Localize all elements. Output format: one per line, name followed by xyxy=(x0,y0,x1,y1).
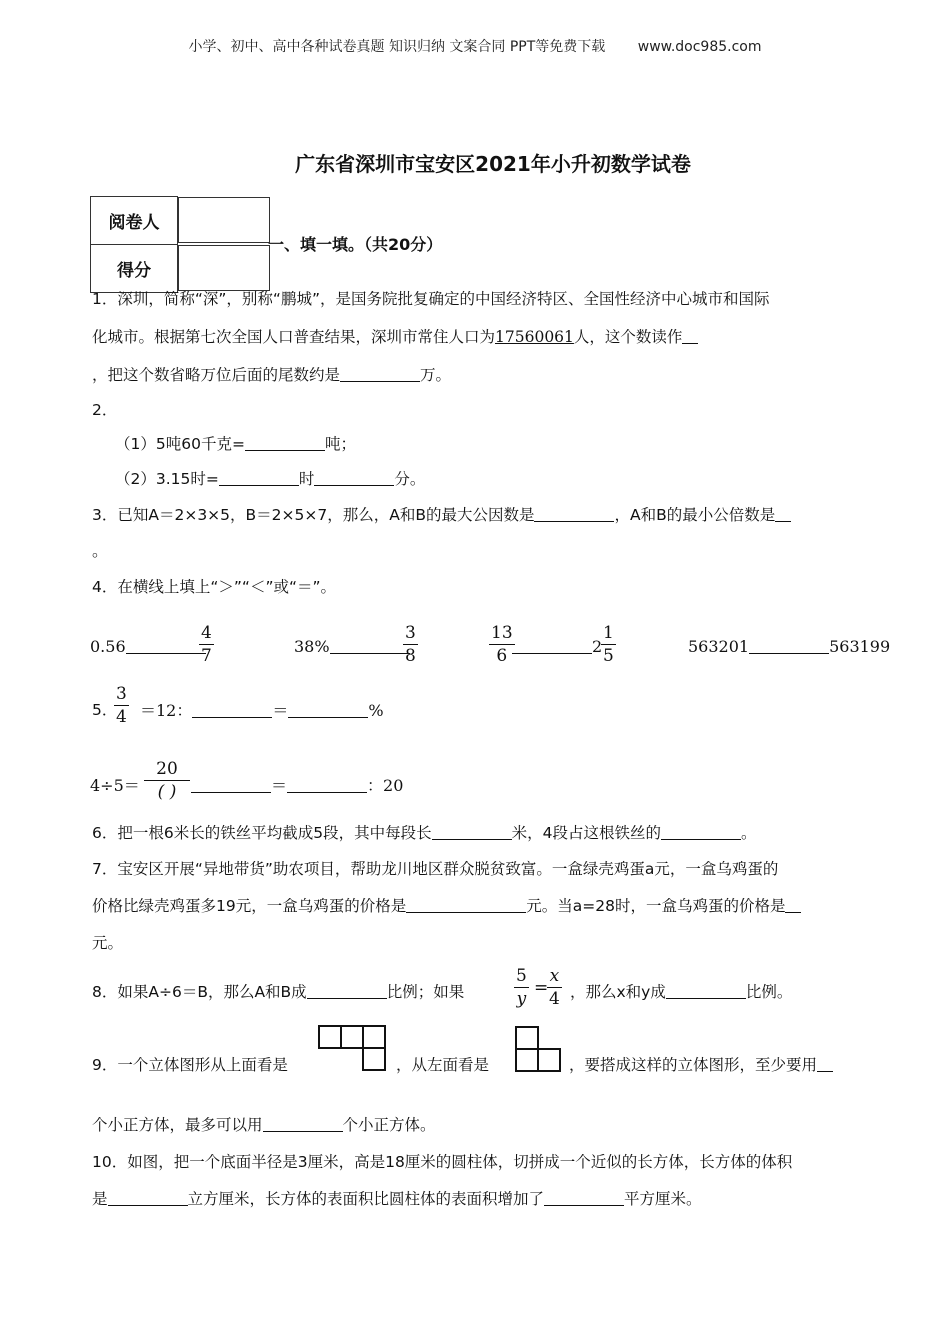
q1-population-number: 17560061 xyxy=(495,328,574,346)
q4-item3-fden: 5 xyxy=(603,646,614,666)
q4-item3-fraction-left xyxy=(489,623,515,666)
q8-fraction-right xyxy=(547,966,562,1009)
score-label: 得分 xyxy=(91,245,178,293)
q3-blank-2[interactable] xyxy=(775,505,791,522)
q6-line xyxy=(92,821,756,843)
q4-item2-fraction xyxy=(403,623,418,666)
q1-line3 xyxy=(92,363,451,385)
q4-item4 xyxy=(688,637,890,656)
q9-post-line xyxy=(569,1053,833,1075)
q2-part2-blank-1[interactable] xyxy=(219,469,299,486)
q8-den1: y xyxy=(516,989,527,1009)
q9-line2 xyxy=(92,1113,436,1135)
section-heading: 一、填一填。（共20分） xyxy=(268,235,443,254)
reviewer-label: 阅卷人 xyxy=(91,197,178,245)
q1-line2 xyxy=(92,325,698,347)
q8-blank-1[interactable] xyxy=(307,982,387,999)
q10-line2-post: 平方厘米。 xyxy=(624,1190,702,1208)
q1-line2-post: 人，这个数读作 xyxy=(573,328,683,346)
q1-line3-post: 万。 xyxy=(420,366,452,384)
q8-num2: x xyxy=(549,966,560,986)
q8-line-2 xyxy=(570,980,792,1002)
q2-part2-mid: 时 xyxy=(298,470,315,488)
q9-line2-pre: 个小正方体，最多可以用 xyxy=(92,1116,263,1134)
q4-item3-num: 13 xyxy=(491,623,513,643)
q5-fraction xyxy=(114,684,129,727)
q8-fraction-left xyxy=(514,966,529,1009)
q5-line2-den: ( ) xyxy=(157,782,177,802)
q8-equals: = xyxy=(534,978,549,998)
q8-mid: 比例；如果 xyxy=(386,983,465,1001)
q3-pre: 3．已知A＝2×3×5，B＝2×5×7，那么，A和B的最大公因数是 xyxy=(92,506,535,524)
q5-line2-pre: 4÷5＝ xyxy=(90,776,140,795)
q4-item4-left: 563201 xyxy=(688,637,750,656)
q5-line2-post: ：20 xyxy=(367,776,404,795)
q10-line1: 10．如图，把一个底面半径是3厘米，高是18厘米的圆柱体，切拼成一个近似的长方体，长方体的体积 xyxy=(92,1153,793,1171)
q2-part1-post: 吨； xyxy=(324,435,356,453)
q4-item3 xyxy=(512,637,602,656)
q4-text: 4．在横线上填上“＞”“＜”或“＝”。 xyxy=(92,578,337,596)
header-site: www.doc985.com xyxy=(637,39,762,55)
q4-item1-blank[interactable] xyxy=(126,637,206,654)
q1-answer-blank-1[interactable] xyxy=(682,327,698,344)
q3-end: 。 xyxy=(92,541,109,560)
q2-part2-pre: （2）3.15时= xyxy=(115,470,219,488)
q2-part2-blank-2[interactable] xyxy=(314,469,394,486)
header-text: 小学、初中、高中各种试卷真题 知识归纳 文案合同 PPT等免费下载 xyxy=(188,39,606,55)
q2-part1 xyxy=(115,432,356,454)
q7-line2-mid: 元。当a=28时，一盒乌鸡蛋的价格是 xyxy=(526,897,786,915)
q8-num1: 5 xyxy=(516,966,527,986)
q8-pre: 8．如果A÷6＝B，那么A和B成 xyxy=(92,983,307,1001)
q4-item1-fraction xyxy=(199,623,214,666)
q1-answer-blank-2[interactable] xyxy=(340,365,420,382)
q9-pre: 9．一个立体图形从上面看是 xyxy=(92,1056,288,1074)
q4-item3-blank[interactable] xyxy=(512,637,592,654)
q5-line2-num: 20 xyxy=(156,759,178,779)
q7-line1: 7．宝安区开展“异地带货”助农项目，帮助龙川地区群众脱贫致富。一盒绿壳鸡蛋a元，一盒乌鸡蛋的 xyxy=(92,860,779,878)
reviewer-cell[interactable] xyxy=(178,197,270,243)
q8-end: 比例。 xyxy=(745,983,793,1001)
q1-line2-pre: 化城市。根据第七次全国人口普查结果，深圳市常住人口为 xyxy=(92,328,496,346)
q5-blank-1[interactable] xyxy=(192,701,272,718)
q6-blank-2[interactable] xyxy=(661,823,741,840)
q9-line2-post: 个小正方体。 xyxy=(342,1116,436,1134)
q4-item3-fnum: 1 xyxy=(603,623,614,643)
q4-item2-blank[interactable] xyxy=(330,637,410,654)
q4-item2-num: 3 xyxy=(405,623,416,643)
q4-item1-num: 4 xyxy=(201,623,212,643)
q1-line1: 1．深圳，简称“深”，别称“鹏城”，是国务院批复确定的中国经济特区、全国性经济中心城市和国际 xyxy=(92,290,770,308)
q8-den2: 4 xyxy=(549,989,560,1009)
q5-label: 5． xyxy=(92,701,118,719)
left-view-figure xyxy=(515,1026,563,1074)
q2-part1-blank[interactable] xyxy=(245,434,325,451)
q4-item3-fraction-right xyxy=(601,623,616,666)
q4-item4-right: 563199 xyxy=(829,637,891,656)
q6-end: 。 xyxy=(740,824,757,842)
q5-seg3: % xyxy=(368,701,384,720)
q10-line2 xyxy=(92,1187,702,1209)
q6-pre: 6．把一根6米长的铁丝平均截成5段，其中每段长 xyxy=(92,824,432,842)
score-table xyxy=(90,196,271,293)
q2-part1-pre: （1）5吨60千克= xyxy=(115,435,245,453)
q8-line xyxy=(92,980,464,1002)
q5-seg1: ＝12： xyxy=(140,701,193,720)
q2-part2 xyxy=(115,467,425,489)
q4-item1 xyxy=(90,637,206,656)
q5-line2-blank-1[interactable] xyxy=(191,776,271,793)
page-title: 广东省深圳市宝安区2021年小升初数学试卷 xyxy=(295,152,691,176)
q5-blank-2[interactable] xyxy=(288,701,368,718)
q4-item3-den: 6 xyxy=(496,646,508,666)
q8-blank-2[interactable] xyxy=(666,982,746,999)
q6-blank-1[interactable] xyxy=(432,823,512,840)
q8-mid2: ，那么x和y成 xyxy=(570,983,666,1001)
q5-line1 xyxy=(140,698,384,721)
score-cell[interactable] xyxy=(178,245,270,291)
q3-mid: ，A和B的最小公倍数是 xyxy=(614,506,776,524)
q5-den: 4 xyxy=(116,707,127,727)
q4-item1-left: 0.56 xyxy=(90,637,126,656)
page-header xyxy=(0,36,950,56)
q1-line3-pre: ，把这个数省略万位后面的尾数约是 xyxy=(92,366,341,384)
q5-seg2: ＝ xyxy=(272,701,289,720)
q5-line2-fraction xyxy=(144,759,190,802)
q4-item4-blank[interactable] xyxy=(749,637,829,654)
q5-num: 3 xyxy=(116,684,127,704)
q10-blank-1[interactable] xyxy=(108,1189,188,1206)
q4-item2-left: 38% xyxy=(294,637,330,656)
q4-item3-whole: 2 xyxy=(592,637,603,656)
q5-line2-mid: ＝ xyxy=(271,776,288,795)
q9-blank-2[interactable] xyxy=(263,1115,343,1132)
q2-label: 2． xyxy=(92,401,118,419)
q4-item2 xyxy=(294,637,410,656)
q5-line2-blank-2[interactable] xyxy=(287,776,367,793)
q6-mid: 米，4段占这根铁丝的 xyxy=(511,824,661,842)
q9-post: ，要搭成这样的立体图形，至少要用 xyxy=(569,1056,818,1074)
q7-line2-pre: 价格比绿壳鸡蛋多19元，一盒乌鸡蛋的价格是 xyxy=(92,897,407,915)
q3-blank-1[interactable] xyxy=(534,505,614,522)
q9-blank-1[interactable] xyxy=(817,1055,833,1072)
q4-item1-den: 7 xyxy=(201,646,212,666)
top-view-figure xyxy=(318,1025,388,1073)
q10-line2-mid: 立方厘米，长方体的表面积比圆柱体的表面积增加了 xyxy=(187,1190,545,1208)
q7-blank-1[interactable] xyxy=(406,896,526,913)
q7-line3: 元。 xyxy=(92,934,124,952)
q3-line xyxy=(92,503,791,525)
q5-line2 xyxy=(191,773,403,796)
q7-line2 xyxy=(92,894,801,916)
q7-blank-2[interactable] xyxy=(785,896,801,913)
q4-item2-den: 8 xyxy=(405,646,416,666)
q10-line2-pre: 是 xyxy=(92,1190,108,1208)
q9-mid: ，从左面看是 xyxy=(396,1056,490,1074)
q10-blank-2[interactable] xyxy=(544,1189,624,1206)
q2-part2-post: 分。 xyxy=(394,470,426,488)
